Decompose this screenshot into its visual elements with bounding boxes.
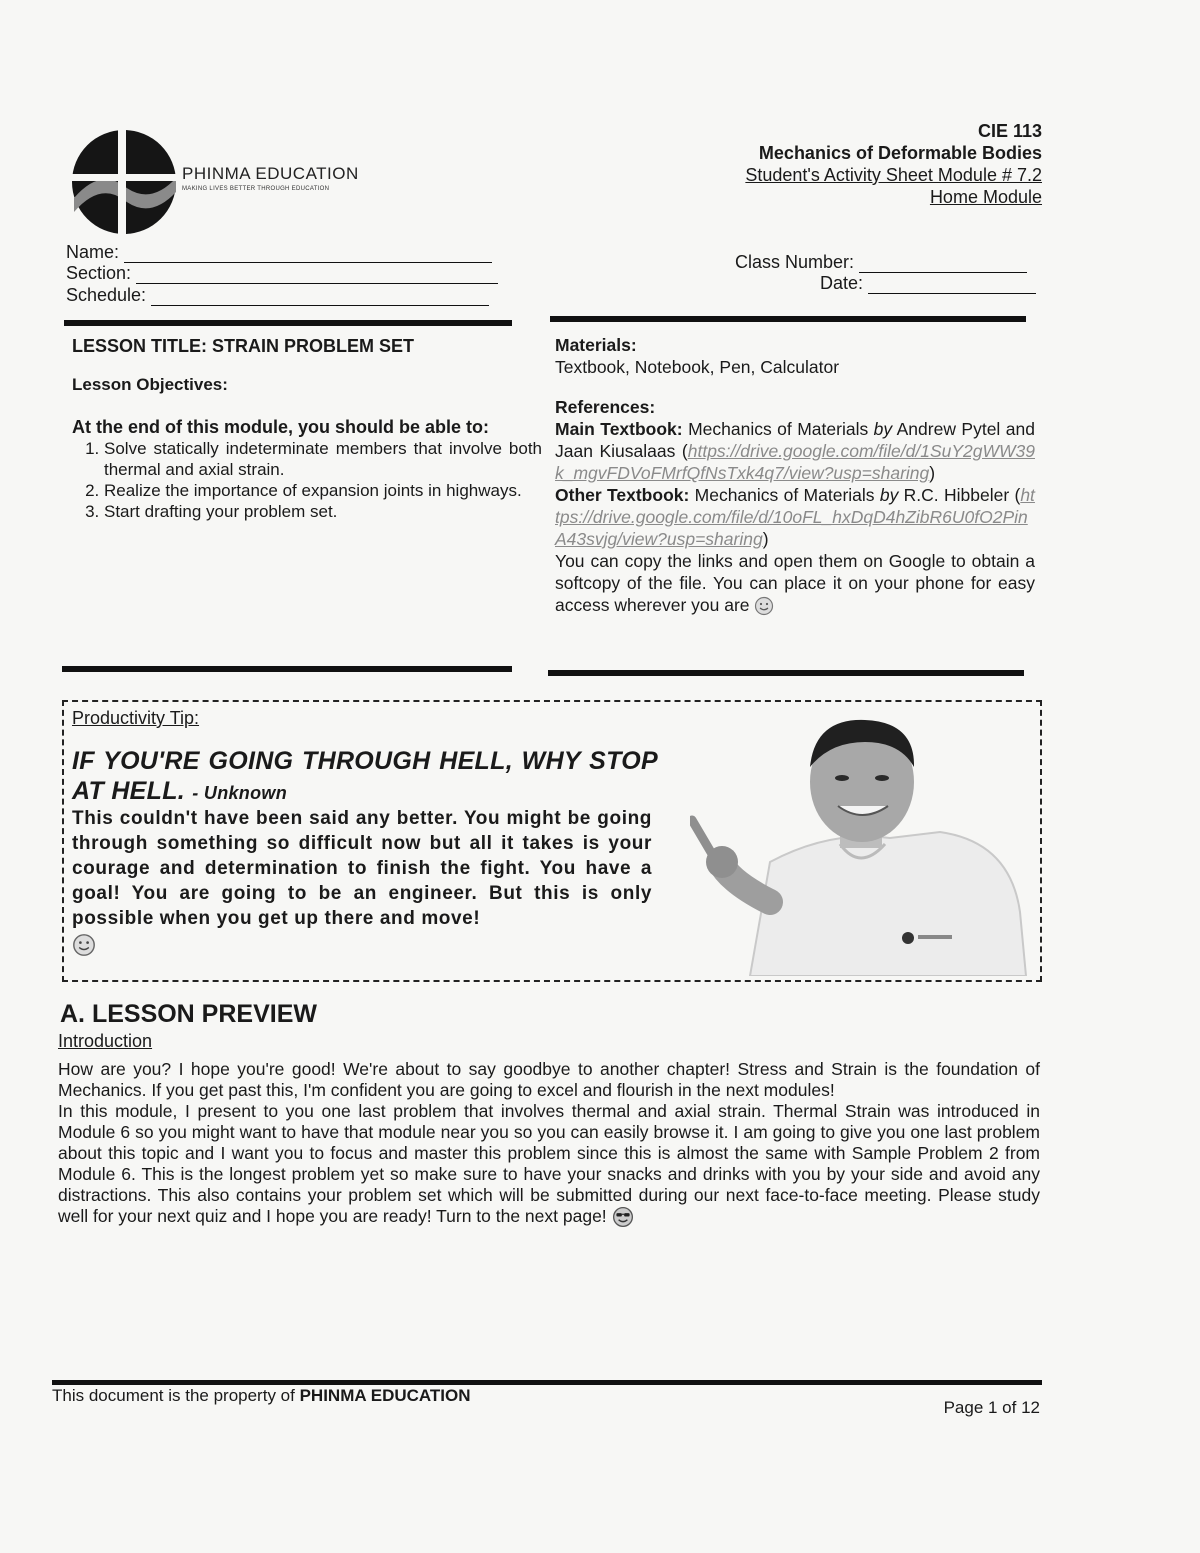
module-label: Student's Activity Sheet Module # 7.2 bbox=[745, 165, 1042, 185]
section-label: Section: bbox=[66, 263, 132, 283]
lesson-preview-body bbox=[58, 1059, 1040, 1228]
materials-note-wrap bbox=[555, 550, 1035, 616]
preview-paragraph-2: In this module, I present to you one last problem that involves thermal and axial strain. Thermal Strain was introduced in Module 6 so you might want to have that module near you so you can easily browse it. I am going to give you one last problem about this topic and I want you to focus and master this problem since this is almost the same with Sample Problem 2 from Module 6. This is the longest problem yet so make sure to have your snacks and drinks with you by your side and avoid any distractions. This also contains your problem set which will be submitted during our next face-to-face meeting. Please study well for your next quiz and I hope you are ready! Turn to the next page! bbox=[58, 1101, 1040, 1226]
phinma-logo bbox=[70, 128, 370, 236]
section-blank[interactable] bbox=[136, 283, 498, 284]
objectives-list bbox=[72, 438, 542, 522]
main-textbook-link[interactable]: https://drive.google.com/file/d/1SuY2gWW39k_mgvFDVoFMrfQfNsTxk4q7/view?usp=sharing bbox=[555, 441, 1035, 483]
objective-item: 3. Start drafting your problem set. bbox=[104, 501, 542, 522]
right-bottom-rule bbox=[548, 670, 1024, 676]
date-field bbox=[820, 273, 1036, 294]
tip-body: This couldn't have been said any better. You might be going through something so difficult now but all it takes is your courage and determination to finish the fight. You have a goal! You are going to be an engineer. But this is only possible when you get up there and move! bbox=[72, 808, 652, 929]
main-textbook-close: ) bbox=[929, 463, 936, 483]
tip-body-wrap bbox=[72, 806, 652, 964]
objectives-heading: Lesson Objectives: bbox=[72, 375, 228, 394]
main-textbook-authors: Andrew Pytel and Jaan Kiusalaas ( bbox=[555, 419, 1035, 461]
name-field bbox=[66, 242, 492, 263]
logo-tagline: MAKING LIVES BETTER THROUGH EDUCATION bbox=[182, 186, 330, 192]
preview-paragraph-1: How are you? I hope you're good! We're about to say goodbye to another chapter! Stress and Strain is the foundation of Mechanics. If you get past this, I'm confident you are going to excel and flourish in the next modules! bbox=[58, 1059, 1040, 1100]
other-textbook-title: Mechanics of Materials bbox=[694, 485, 875, 505]
schedule-label: Schedule: bbox=[66, 285, 147, 305]
phinma-emblem-icon bbox=[70, 128, 180, 236]
class-number-label: Class Number: bbox=[735, 252, 855, 272]
lesson-preview-title: A. LESSON PREVIEW bbox=[60, 1000, 317, 1028]
smiley-icon bbox=[72, 933, 96, 957]
main-textbook-title: Mechanics of Materials bbox=[688, 419, 869, 439]
footer-rule bbox=[52, 1380, 1042, 1385]
materials-section bbox=[555, 334, 1035, 616]
other-textbook-authors: R.C. Hibbeler ( bbox=[903, 485, 1021, 505]
objectives-intro: At the end of this module, you should be able to: bbox=[72, 417, 489, 437]
tip-title: Productivity Tip: bbox=[72, 708, 200, 728]
course-header bbox=[745, 120, 1042, 208]
schedule-blank[interactable] bbox=[151, 305, 489, 306]
materials-heading: Materials: bbox=[555, 335, 637, 355]
other-textbook-by: by bbox=[879, 485, 899, 505]
left-top-rule bbox=[64, 320, 512, 326]
other-textbook-link[interactable]: https://drive.google.com/file/d/10oFL_hxDqD4hZibR6U0fO2PinA43svjg/view?usp=sharing bbox=[555, 485, 1035, 549]
sunglasses-smiley-icon bbox=[612, 1206, 634, 1228]
footer-property-owner: PHINMA EDUCATION bbox=[299, 1386, 471, 1405]
course-code: CIE 113 bbox=[977, 121, 1042, 141]
right-top-rule bbox=[550, 316, 1026, 322]
other-textbook-close: ) bbox=[762, 529, 769, 549]
name-label: Name: bbox=[66, 242, 120, 262]
schedule-field bbox=[66, 285, 489, 306]
main-textbook-label: Main Textbook: bbox=[555, 419, 683, 439]
page-number: Page 1 of 12 bbox=[943, 1398, 1040, 1417]
preview-paragraph-2-wrap bbox=[58, 1101, 1040, 1228]
logo-brand-text: PHINMA EDUCATION bbox=[182, 164, 359, 183]
lesson-section bbox=[72, 336, 542, 522]
tip-quote-wrap bbox=[72, 746, 658, 808]
objective-item: 2. Realize the importance of expansion joints in highways. bbox=[104, 480, 542, 501]
materials-items: Textbook, Notebook, Pen, Calculator bbox=[555, 357, 840, 377]
section-field bbox=[66, 263, 498, 284]
footer-property bbox=[52, 1386, 471, 1406]
other-textbook-label: Other Textbook: bbox=[555, 485, 690, 505]
course-title: Mechanics of Deformable Bodies bbox=[758, 143, 1042, 163]
date-label: Date: bbox=[820, 273, 864, 293]
class-number-field bbox=[735, 252, 1027, 273]
objective-item: 1. Solve statically indeterminate members that involve both thermal and axial strain. bbox=[104, 438, 542, 480]
lesson-title: LESSON TITLE: STRAIN PROBLEM SET bbox=[72, 336, 415, 356]
other-textbook-ref bbox=[555, 484, 1035, 550]
introduction-heading: Introduction bbox=[58, 1031, 153, 1051]
footer-property-prefix: This document is the property of bbox=[52, 1386, 295, 1405]
module-type: Home Module bbox=[929, 187, 1042, 207]
smiley-icon bbox=[754, 596, 774, 616]
tip-author: - Unknown bbox=[192, 783, 287, 803]
main-textbook-by: by bbox=[873, 419, 893, 439]
tip-quote: IF YOU'RE GOING THROUGH HELL, WHY STOP AT HELL. bbox=[72, 747, 658, 805]
instructor-photo bbox=[690, 712, 1030, 976]
date-blank[interactable] bbox=[868, 293, 1036, 294]
materials-note: You can copy the links and open them on Google to obtain a softcopy of the file. You can place it on your phone for easy access wherever you are bbox=[555, 551, 1035, 615]
left-bottom-rule bbox=[62, 666, 512, 672]
main-textbook-ref bbox=[555, 418, 1035, 484]
instructor-photo-image bbox=[690, 712, 1030, 976]
references-heading: References: bbox=[555, 397, 656, 417]
